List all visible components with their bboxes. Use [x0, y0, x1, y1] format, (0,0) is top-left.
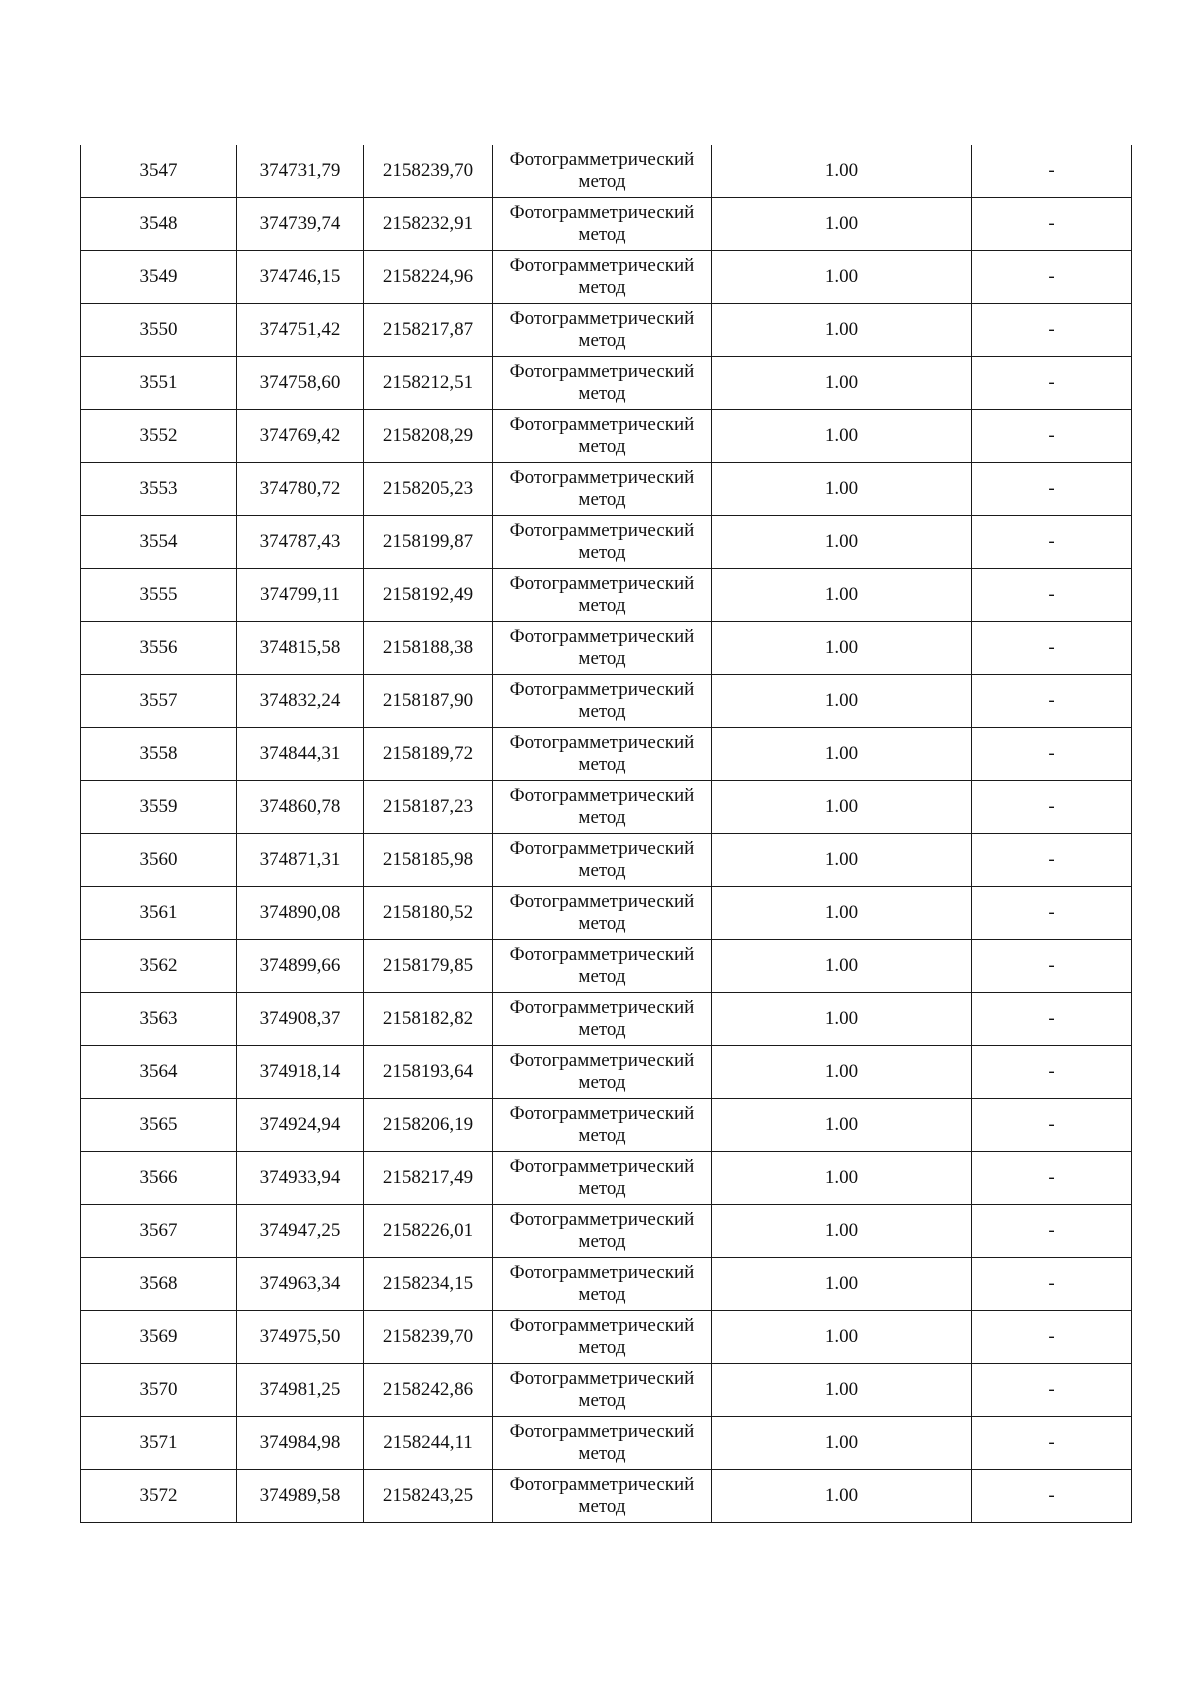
point-number-cell: 3562 — [81, 940, 237, 993]
point-number-cell: 3549 — [81, 251, 237, 304]
y-coordinate-cell: 2158234,15 — [364, 1258, 493, 1311]
x-coordinate-cell: 374758,60 — [237, 357, 364, 410]
method-line-2: метод — [578, 1443, 626, 1464]
note-cell: - — [972, 198, 1132, 251]
method-line-1: Фотограмметрический — [509, 732, 695, 753]
method-line-2: метод — [578, 860, 626, 881]
method-cell — [493, 622, 712, 675]
x-coordinate-cell: 374947,25 — [237, 1205, 364, 1258]
method-cell — [493, 993, 712, 1046]
method-line-2: метод — [578, 330, 626, 351]
x-coordinate-cell: 374832,24 — [237, 675, 364, 728]
method-cell — [493, 940, 712, 993]
y-coordinate-cell: 2158217,49 — [364, 1152, 493, 1205]
method-line-1: Фотограмметрический — [509, 838, 695, 859]
note-cell: - — [972, 887, 1132, 940]
point-number-cell: 3555 — [81, 569, 237, 622]
method-cell — [493, 675, 712, 728]
note-cell: - — [972, 145, 1132, 198]
y-coordinate-cell: 2158242,86 — [364, 1364, 493, 1417]
y-coordinate-cell: 2158187,23 — [364, 781, 493, 834]
table-row — [81, 304, 1132, 357]
method-cell — [493, 1364, 712, 1417]
coordinates-table — [80, 145, 1132, 1523]
x-coordinate-cell: 374731,79 — [237, 145, 364, 198]
method-line-2: метод — [578, 1284, 626, 1305]
note-cell: - — [972, 1258, 1132, 1311]
table-row — [81, 1099, 1132, 1152]
table-row — [81, 887, 1132, 940]
method-line-1: Фотограмметрический — [509, 626, 695, 647]
method-line-2: метод — [578, 1337, 626, 1358]
accuracy-cell: 1.00 — [712, 622, 972, 675]
method-line-2: метод — [578, 1072, 626, 1093]
accuracy-cell: 1.00 — [712, 1046, 972, 1099]
point-number-cell: 3569 — [81, 1311, 237, 1364]
method-line-1: Фотограмметрический — [509, 1421, 695, 1442]
y-coordinate-cell: 2158243,25 — [364, 1470, 493, 1523]
method-line-1: Фотограмметрический — [509, 1050, 695, 1071]
table-row — [81, 1364, 1132, 1417]
table-row — [81, 993, 1132, 1046]
y-coordinate-cell: 2158239,70 — [364, 145, 493, 198]
point-number-cell: 3564 — [81, 1046, 237, 1099]
x-coordinate-cell: 374787,43 — [237, 516, 364, 569]
method-cell — [493, 357, 712, 410]
note-cell: - — [972, 1099, 1132, 1152]
accuracy-cell: 1.00 — [712, 1364, 972, 1417]
accuracy-cell: 1.00 — [712, 1417, 972, 1470]
point-number-cell: 3561 — [81, 887, 237, 940]
method-cell — [493, 569, 712, 622]
point-number-cell: 3572 — [81, 1470, 237, 1523]
method-line-1: Фотограмметрический — [509, 785, 695, 806]
x-coordinate-cell: 374981,25 — [237, 1364, 364, 1417]
accuracy-cell: 1.00 — [712, 781, 972, 834]
y-coordinate-cell: 2158217,87 — [364, 304, 493, 357]
method-line-1: Фотограмметрический — [509, 202, 695, 223]
method-cell — [493, 1417, 712, 1470]
y-coordinate-cell: 2158188,38 — [364, 622, 493, 675]
point-number-cell: 3558 — [81, 728, 237, 781]
table-row — [81, 622, 1132, 675]
method-line-1: Фотограмметрический — [509, 520, 695, 541]
method-cell — [493, 1258, 712, 1311]
note-cell: - — [972, 516, 1132, 569]
table-row — [81, 940, 1132, 993]
y-coordinate-cell: 2158239,70 — [364, 1311, 493, 1364]
method-line-1: Фотограмметрический — [509, 149, 695, 170]
x-coordinate-cell: 374933,94 — [237, 1152, 364, 1205]
method-line-1: Фотограмметрический — [509, 891, 695, 912]
x-coordinate-cell: 374769,42 — [237, 410, 364, 463]
y-coordinate-cell: 2158179,85 — [364, 940, 493, 993]
point-number-cell: 3557 — [81, 675, 237, 728]
x-coordinate-cell: 374984,98 — [237, 1417, 364, 1470]
method-line-1: Фотограмметрический — [509, 255, 695, 276]
point-number-cell: 3560 — [81, 834, 237, 887]
method-line-2: метод — [578, 648, 626, 669]
accuracy-cell: 1.00 — [712, 410, 972, 463]
table-row — [81, 463, 1132, 516]
accuracy-cell: 1.00 — [712, 728, 972, 781]
x-coordinate-cell: 374780,72 — [237, 463, 364, 516]
method-cell — [493, 251, 712, 304]
point-number-cell: 3548 — [81, 198, 237, 251]
method-line-1: Фотограмметрический — [509, 1262, 695, 1283]
accuracy-cell: 1.00 — [712, 940, 972, 993]
note-cell: - — [972, 940, 1132, 993]
method-cell — [493, 145, 712, 198]
note-cell: - — [972, 675, 1132, 728]
accuracy-cell: 1.00 — [712, 1099, 972, 1152]
note-cell: - — [972, 304, 1132, 357]
method-line-2: метод — [578, 1019, 626, 1040]
method-cell — [493, 1311, 712, 1364]
method-cell — [493, 1099, 712, 1152]
method-line-1: Фотограмметрический — [509, 1103, 695, 1124]
method-line-2: метод — [578, 1496, 626, 1517]
method-line-2: метод — [578, 1390, 626, 1411]
method-line-1: Фотограмметрический — [509, 467, 695, 488]
accuracy-cell: 1.00 — [712, 357, 972, 410]
point-number-cell: 3554 — [81, 516, 237, 569]
accuracy-cell: 1.00 — [712, 1470, 972, 1523]
method-line-2: метод — [578, 701, 626, 722]
table-row — [81, 145, 1132, 198]
accuracy-cell: 1.00 — [712, 516, 972, 569]
y-coordinate-cell: 2158224,96 — [364, 251, 493, 304]
y-coordinate-cell: 2158193,64 — [364, 1046, 493, 1099]
method-cell — [493, 1046, 712, 1099]
note-cell: - — [972, 781, 1132, 834]
method-line-2: метод — [578, 436, 626, 457]
x-coordinate-cell: 374924,94 — [237, 1099, 364, 1152]
point-number-cell: 3567 — [81, 1205, 237, 1258]
method-line-2: метод — [578, 224, 626, 245]
y-coordinate-cell: 2158212,51 — [364, 357, 493, 410]
y-coordinate-cell: 2158187,90 — [364, 675, 493, 728]
table-row — [81, 1258, 1132, 1311]
x-coordinate-cell: 374751,42 — [237, 304, 364, 357]
table-row — [81, 198, 1132, 251]
accuracy-cell: 1.00 — [712, 463, 972, 516]
note-cell: - — [972, 834, 1132, 887]
point-number-cell: 3563 — [81, 993, 237, 1046]
method-line-1: Фотограмметрический — [509, 1474, 695, 1495]
method-cell — [493, 463, 712, 516]
method-line-2: метод — [578, 1231, 626, 1252]
note-cell: - — [972, 569, 1132, 622]
method-cell — [493, 304, 712, 357]
note-cell: - — [972, 1417, 1132, 1470]
x-coordinate-cell: 374975,50 — [237, 1311, 364, 1364]
note-cell: - — [972, 728, 1132, 781]
accuracy-cell: 1.00 — [712, 1311, 972, 1364]
y-coordinate-cell: 2158226,01 — [364, 1205, 493, 1258]
method-cell — [493, 198, 712, 251]
method-line-2: метод — [578, 595, 626, 616]
method-line-2: метод — [578, 913, 626, 934]
x-coordinate-cell: 374899,66 — [237, 940, 364, 993]
y-coordinate-cell: 2158208,29 — [364, 410, 493, 463]
y-coordinate-cell: 2158185,98 — [364, 834, 493, 887]
x-coordinate-cell: 374918,14 — [237, 1046, 364, 1099]
table-body — [81, 145, 1132, 1523]
point-number-cell: 3556 — [81, 622, 237, 675]
method-line-1: Фотограмметрический — [509, 1368, 695, 1389]
accuracy-cell: 1.00 — [712, 1152, 972, 1205]
x-coordinate-cell: 374799,11 — [237, 569, 364, 622]
point-number-cell: 3570 — [81, 1364, 237, 1417]
table-row — [81, 516, 1132, 569]
point-number-cell: 3568 — [81, 1258, 237, 1311]
point-number-cell: 3551 — [81, 357, 237, 410]
x-coordinate-cell: 374871,31 — [237, 834, 364, 887]
point-number-cell: 3571 — [81, 1417, 237, 1470]
method-line-1: Фотограмметрический — [509, 1209, 695, 1230]
method-line-2: метод — [578, 277, 626, 298]
table-row — [81, 410, 1132, 463]
point-number-cell: 3547 — [81, 145, 237, 198]
table-row — [81, 357, 1132, 410]
accuracy-cell: 1.00 — [712, 304, 972, 357]
method-line-2: метод — [578, 754, 626, 775]
method-cell — [493, 781, 712, 834]
method-cell — [493, 887, 712, 940]
accuracy-cell: 1.00 — [712, 834, 972, 887]
note-cell: - — [972, 1311, 1132, 1364]
x-coordinate-cell: 374815,58 — [237, 622, 364, 675]
x-coordinate-cell: 374739,74 — [237, 198, 364, 251]
table-row — [81, 675, 1132, 728]
note-cell: - — [972, 622, 1132, 675]
method-cell — [493, 410, 712, 463]
method-line-1: Фотограмметрический — [509, 308, 695, 329]
point-number-cell: 3553 — [81, 463, 237, 516]
accuracy-cell: 1.00 — [712, 1205, 972, 1258]
accuracy-cell: 1.00 — [712, 251, 972, 304]
method-cell — [493, 1205, 712, 1258]
note-cell: - — [972, 251, 1132, 304]
table-row — [81, 1470, 1132, 1523]
point-number-cell: 3552 — [81, 410, 237, 463]
note-cell: - — [972, 1470, 1132, 1523]
x-coordinate-cell: 374963,34 — [237, 1258, 364, 1311]
method-cell — [493, 728, 712, 781]
y-coordinate-cell: 2158189,72 — [364, 728, 493, 781]
method-line-2: метод — [578, 383, 626, 404]
x-coordinate-cell: 374908,37 — [237, 993, 364, 1046]
method-line-2: метод — [578, 542, 626, 563]
y-coordinate-cell: 2158206,19 — [364, 1099, 493, 1152]
note-cell: - — [972, 1364, 1132, 1417]
y-coordinate-cell: 2158199,87 — [364, 516, 493, 569]
table-row — [81, 834, 1132, 887]
table-row — [81, 728, 1132, 781]
point-number-cell: 3559 — [81, 781, 237, 834]
table-row — [81, 1046, 1132, 1099]
accuracy-cell: 1.00 — [712, 145, 972, 198]
accuracy-cell: 1.00 — [712, 675, 972, 728]
y-coordinate-cell: 2158205,23 — [364, 463, 493, 516]
method-line-1: Фотограмметрический — [509, 414, 695, 435]
note-cell: - — [972, 1205, 1132, 1258]
table-row — [81, 569, 1132, 622]
table-row — [81, 1311, 1132, 1364]
accuracy-cell: 1.00 — [712, 993, 972, 1046]
method-line-1: Фотограмметрический — [509, 944, 695, 965]
note-cell: - — [972, 410, 1132, 463]
method-line-1: Фотограмметрический — [509, 573, 695, 594]
method-cell — [493, 1152, 712, 1205]
table-row — [81, 1152, 1132, 1205]
note-cell: - — [972, 993, 1132, 1046]
method-line-1: Фотограмметрический — [509, 997, 695, 1018]
y-coordinate-cell: 2158232,91 — [364, 198, 493, 251]
method-line-2: метод — [578, 807, 626, 828]
y-coordinate-cell: 2158192,49 — [364, 569, 493, 622]
table-row — [81, 781, 1132, 834]
x-coordinate-cell: 374746,15 — [237, 251, 364, 304]
point-number-cell: 3550 — [81, 304, 237, 357]
method-line-2: метод — [578, 489, 626, 510]
note-cell: - — [972, 463, 1132, 516]
y-coordinate-cell: 2158244,11 — [364, 1417, 493, 1470]
x-coordinate-cell: 374989,58 — [237, 1470, 364, 1523]
point-number-cell: 3566 — [81, 1152, 237, 1205]
method-line-2: метод — [578, 1125, 626, 1146]
method-line-1: Фотограмметрический — [509, 679, 695, 700]
accuracy-cell: 1.00 — [712, 1258, 972, 1311]
table-row — [81, 1417, 1132, 1470]
y-coordinate-cell: 2158180,52 — [364, 887, 493, 940]
x-coordinate-cell: 374860,78 — [237, 781, 364, 834]
method-line-2: метод — [578, 966, 626, 987]
y-coordinate-cell: 2158182,82 — [364, 993, 493, 1046]
x-coordinate-cell: 374844,31 — [237, 728, 364, 781]
method-line-2: метод — [578, 1178, 626, 1199]
method-cell — [493, 516, 712, 569]
accuracy-cell: 1.00 — [712, 198, 972, 251]
method-cell — [493, 1470, 712, 1523]
point-number-cell: 3565 — [81, 1099, 237, 1152]
method-line-1: Фотограмметрический — [509, 361, 695, 382]
table-row — [81, 251, 1132, 304]
note-cell: - — [972, 1152, 1132, 1205]
x-coordinate-cell: 374890,08 — [237, 887, 364, 940]
table-row — [81, 1205, 1132, 1258]
note-cell: - — [972, 1046, 1132, 1099]
method-line-1: Фотограмметрический — [509, 1156, 695, 1177]
accuracy-cell: 1.00 — [712, 887, 972, 940]
method-cell — [493, 834, 712, 887]
accuracy-cell: 1.00 — [712, 569, 972, 622]
method-line-2: метод — [578, 171, 626, 192]
method-line-1: Фотограмметрический — [509, 1315, 695, 1336]
note-cell: - — [972, 357, 1132, 410]
